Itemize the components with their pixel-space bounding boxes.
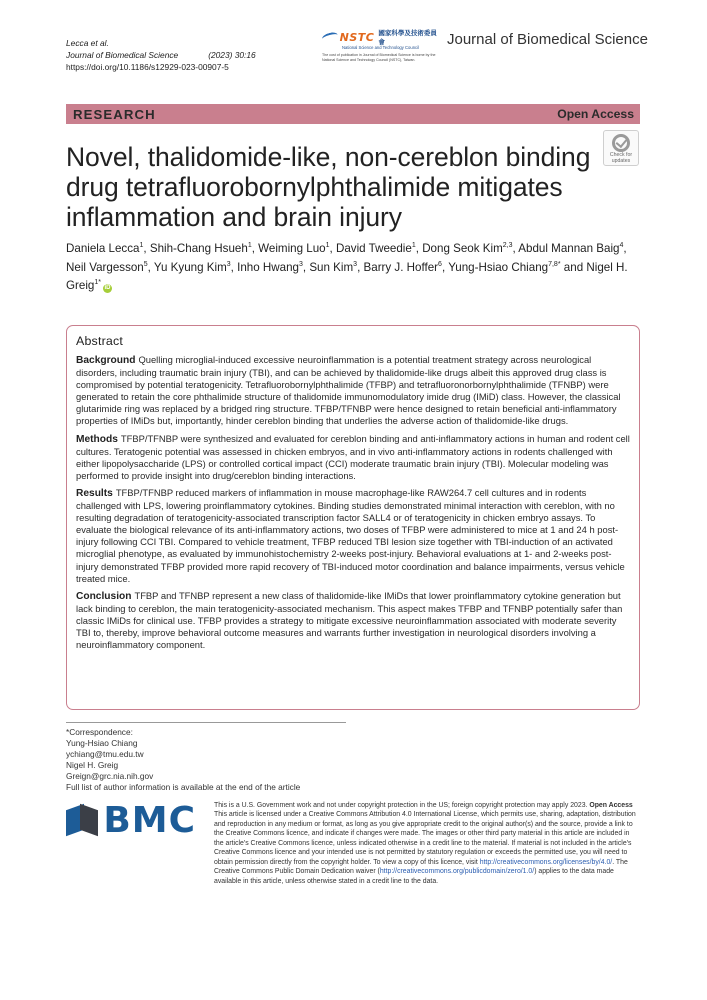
section-label: Results (76, 487, 113, 499)
author-name (258, 242, 329, 255)
nstc-mark: NSTC (339, 30, 375, 44)
section-text: TFBP/TFNBP reduced markers of inflammation in mouse macrophage-like RAW264.7 cell cultures and in rodents challenged with LPS, lowering proinflammatory cytokines. Binding studies demonstrated minimal interaction with cereblon, with no resulting degradation of teratogenicity-associated transcription factor SALL4 or of teratogenicity in chicken embryo assays. To evaluate the biological relevance of its anti-inflammatory actions, two doses of TFBP were administered to mice at 1 and 24 h post-injury following CCI TBI. Compared to vehicle treatment, TFBP reduced TBI lesion size together with TBI-induction of an activated microglial phenotype, as evaluated by immunohistochemistry 2-weeks post-injury. Behavioral evaluations at 1- and 2-weeks post-injury demonstrated TFBP provided more rapid recovery of TBI-induced motor coordination and balance impairments, versus vehicle treated mice. (76, 486, 625, 584)
author-affiliation: 3 (353, 260, 358, 268)
abstract-section-results (76, 487, 630, 585)
author-list: Daniela Lecca$^1$, Shih-Chang Hsueh$^1$, Weiming Luo$^1$, David Tweedie$^1$, Dong Seok Kim$^{2,3}$, Abdul Mannan Baig$^4$, Neil Vargesson$^5$, Yu Kyung Kim$^3$, Inho Hwang$^3$, Sun Kim$^3$, Barry J. Hoffer$^6$, Yung-Hsiao Chiang$^{7,8*}$ and Nigel H. Greig$^{1*}$iD (66, 242, 628, 293)
author-affiliation: 4 (619, 242, 624, 249)
author-name (154, 261, 231, 274)
author-name (422, 242, 512, 255)
author-name-text: David Tweedie (335, 242, 412, 255)
volume-info: (2023) 30:16 (208, 50, 256, 60)
author-name-text: Dong Seok Kim (422, 242, 503, 255)
author-name-text: Nigel H. Greig (66, 260, 628, 293)
author-name-text: Yung-Hsiao Chiang (448, 260, 549, 274)
journal-title: Journal of Biomedical Science (447, 31, 648, 48)
author-name (336, 242, 416, 255)
author-info-note: Full list of author information is available at the end of the article (66, 782, 301, 793)
section-text: Quelling microglial-induced excessive neuroinflammation is a potential treatment strategy across neurological disorders, including traumatic brain injury (TBI), and can be achieved by thalidomide-like drugs albeit this approved drug class is compromised by potential teratogenicity. Tetrafluorobornylphthalimide (TFBP) and tetrafluoronorbornylphthalimide (TFNBP) were generated to retain the core phthalimide structure of thalidomide immunomodulatory imide drug (IMiD) class. However, the classical glutarimide ring was replaced by a bridged ring structure. TFBP/TFNBP were hence designed to retain beneficial anti-inflammatory properties of IMiDs but, importantly, hinder cereblon binding that underlies the adverse action of thalidomide-like drugs. (76, 354, 621, 427)
check-for-updates-badge[interactable] (603, 130, 639, 166)
author-affiliation: 1 (325, 242, 330, 249)
author-name (448, 261, 560, 274)
abstract-section-methods (76, 433, 630, 482)
doi-link[interactable]: https://doi.org/10.1186/s12929-023-00907-5 (66, 62, 229, 72)
license-text (214, 801, 640, 886)
bmc-wordmark: BMC (103, 799, 196, 841)
author-name-text: Barry J. Hoffer (363, 260, 439, 274)
author-name (518, 242, 623, 255)
license-link-cc0[interactable]: http://creativecommons.org/publicdomain/zero/1.0/ (379, 868, 535, 876)
correspondent-email-2[interactable]: Greign@grc.nia.nih.gov (66, 771, 154, 782)
author-affiliation: 5 (143, 260, 148, 268)
author-name-text: Neil Vargesson (66, 260, 144, 274)
orcid-icon[interactable]: iD (104, 285, 111, 292)
bmc-mark-icon (66, 803, 95, 837)
license-tail: ) applies to the data made available in this article, unless otherwise stated in a credit line to the data. (214, 868, 614, 885)
author-line: Lecca et al. (66, 38, 109, 48)
author-name-text: Abdul Mannan Baig (518, 242, 620, 255)
abstract-heading: Abstract (76, 334, 124, 348)
open-access-label: Open Access (557, 107, 634, 121)
author-name-text: Inho Hwang (237, 260, 299, 274)
correspondent-name-2: Nigel H. Greig (66, 760, 119, 771)
author-affiliation: 2,3 (502, 242, 513, 249)
author-name (66, 242, 143, 255)
author-affiliation: 1 (247, 242, 252, 249)
author-name (66, 261, 148, 274)
footnote-divider (66, 722, 346, 723)
author-affiliation: 1 (139, 242, 144, 249)
author-affiliation: 3 (226, 260, 231, 268)
nstc-english-name: National Science and Technology Council (342, 45, 419, 50)
section-text: TFBP and TFNBP represent a new class of thalidomide-like IMiDs that lower proinflammatory cytokine generation but lack binding to cereblon, the main teratogenicity-associated mechanism. This aspect makes TFBP and TFNBP potentially safer than classic IMiDs for clinical use. TFBP provides a strategy to mitigate excessive neuroinflammation associated with moderate severity TBI to, thereby, improve behavioral outcome measures and warrants further investigation in neurological disorders involving a neuroinflammatory component. (76, 589, 623, 651)
nstc-logo (322, 28, 442, 64)
correspondence-label: *Correspondence: (66, 727, 133, 737)
correspondent-email-1[interactable]: ychiang@tmu.edu.tw (66, 749, 144, 760)
check-updates-icon (612, 134, 630, 152)
citation-block (66, 37, 256, 73)
section-label: Methods (76, 433, 118, 445)
nstc-funding-note: The cost of publication in Journal of Biomedical Science is borne by the National Science and Technology Council (NSTC), Taiwan. (322, 53, 436, 62)
correspondent-name-1: Yung-Hsiao Chiang (66, 738, 138, 749)
section-label: Background (76, 355, 136, 366)
author-name (364, 261, 442, 274)
section-label: Conclusion (76, 590, 132, 602)
article-type-label: RESEARCH (73, 106, 156, 122)
author-name (150, 242, 252, 255)
author-affiliation: 1 (411, 242, 416, 249)
article-title: Novel, thalidomide-like, non-cereblon binding drug tetrafluorobornylphthalimide mitigates inflammation and brain injury (66, 142, 591, 232)
author-name-text: Daniela Lecca (66, 242, 140, 255)
author-affiliation: 6 (438, 260, 442, 268)
author-name-text: Sun Kim (309, 260, 354, 274)
author-affiliation: 1* (94, 279, 101, 287)
nstc-chinese-name: 國家科學及技術委員會 (378, 30, 437, 46)
correspondence-block (66, 727, 300, 794)
journal-citation: Journal of Biomedical Science (66, 50, 179, 60)
section-text: TFBP/TFNBP were synthesized and evaluated for cereblon binding and anti-inflammatory actions in human and rodent cell cultures. Teratogenic potential was assessed in chicken embryos, and in vivo anti-inflammatory actions in rodents challenged with either lipopolysaccharide (LPS) or controlled cortical impact (CCI) moderate traumatic brain injury (TBI). Molecular modeling was performed to provide insight into drug/cereblon binding interactions. (76, 432, 630, 481)
author-name-text: Shih-Chang Hsueh (149, 242, 248, 255)
check-updates-line2: updates (611, 157, 631, 164)
author-and: and (563, 260, 584, 274)
license-body: This article is licensed under a Creative Commons Attribution 4.0 International License, which permits use, sharing, adaptation, distribution and reproduction in any medium or format, as long as you give appropriate credit to the original author(s) and the source, provide a link to the Creative Commons licence, and indicate if changes were made. The images or other third party material in this article are included in the article's Creative Commons licence, unless indicated otherwise in a credit line to the material. If material is not included in the article's Creative Commons licence and your intended use is not permitted by statutory regulation or exceeds the permitted use, you will need to obtain permission directly from the copyright holder. To view a copy of this licence, visit (214, 811, 636, 866)
license-mid: . The Creative Commons Public Domain Dedication waiver ( (214, 858, 628, 876)
bmc-logo (66, 800, 196, 840)
author-affiliation: 7,8* (548, 260, 561, 268)
article-type-banner (66, 104, 640, 124)
author-name-text: Yu Kyung Kim (153, 260, 227, 274)
check-updates-line1: Check for (609, 152, 633, 158)
author-name (237, 261, 303, 274)
author-affiliation: 3 (298, 260, 303, 268)
nstc-swoosh-icon (321, 31, 338, 43)
author-name-text: Weiming Luo (258, 242, 326, 255)
license-oa-label: Open Access (589, 802, 633, 809)
abstract-section-background (76, 354, 630, 428)
license-link-cc-by[interactable]: http://creativecommons.org/licenses/by/4.0/ (479, 858, 613, 866)
abstract-section-conclusion (76, 590, 630, 651)
author-name (309, 261, 357, 274)
abstract-box (66, 325, 640, 710)
license-lead: This is a U.S. Government work and not under copyright protection in the US; foreign copyright protection may apply 2023. (214, 802, 588, 809)
